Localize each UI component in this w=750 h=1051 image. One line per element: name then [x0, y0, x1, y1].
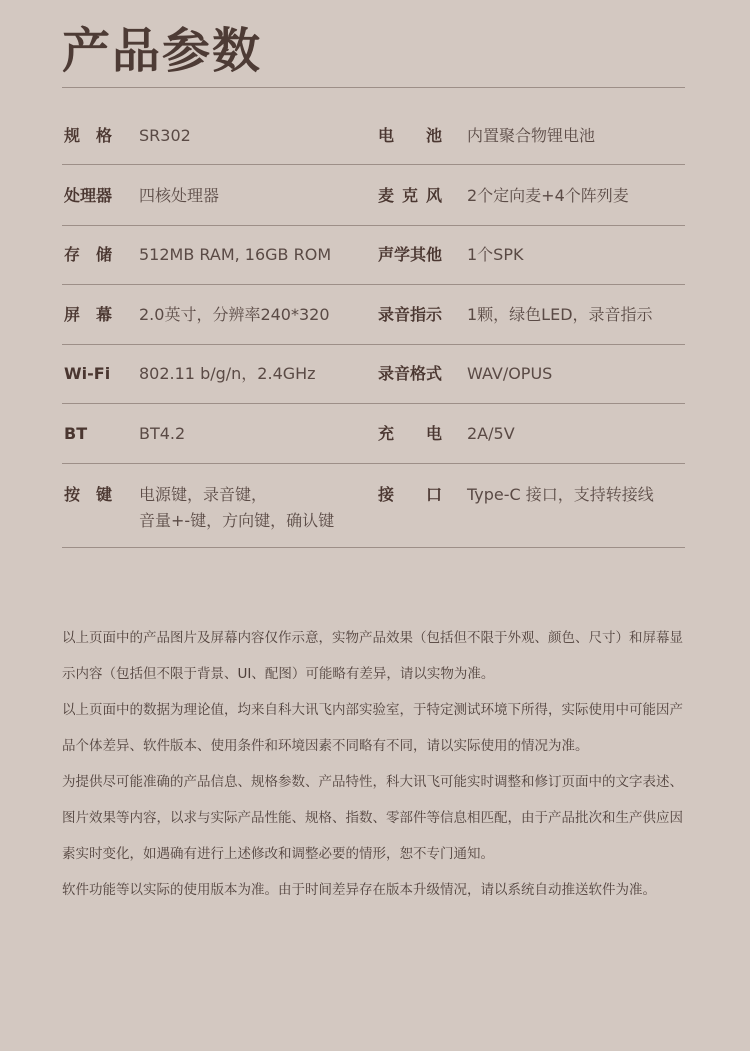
- spec-label-text: BT: [64, 424, 88, 443]
- spec-label: [378, 302, 442, 328]
- spec-label: [378, 482, 442, 508]
- spec-label-char: 接: [378, 485, 395, 504]
- spec-value: 1个SPK: [467, 245, 524, 264]
- spec-label-char: 电: [425, 424, 442, 443]
- spec-label-char: 存: [64, 245, 81, 264]
- spec-label-text: 声学其他: [378, 245, 443, 264]
- spec-row: [62, 345, 685, 404]
- spec-label-char: 按: [64, 485, 81, 504]
- spec-label-char: 储: [95, 245, 112, 264]
- spec-label-char: 风: [425, 186, 442, 205]
- spec-value: SR302: [139, 126, 191, 145]
- disclaimer-paragraph: 为提供尽可能准确的产品信息、规格参数、产品特性，科大讯飞可能实时调整和修订页面中的文字表述、图片效果等内容，以求与实际产品性能、规格、指数、零部件等信息相匹配，由于产品批次和生产供应因素实时变化，如遇确有进行上述修改和调整必要的情形，恕不专门通知。: [62, 774, 683, 862]
- spec-label-char: 麦: [378, 186, 395, 205]
- spec-label-char: 电: [378, 126, 395, 145]
- disclaimer-paragraph: 以上页面中的数据为理论值，均来自科大讯飞内部实验室，于特定测试环境下所得，实际使用中可能因产品个体差异、软件版本、使用条件和环境因素不同略有不同，请以实际使用的情况为准。: [62, 702, 683, 754]
- spec-label: [378, 183, 442, 209]
- disclaimer-paragraph: 软件功能等以实际的使用版本为准。由于时间差异存在版本升级情况，请以系统自动推送软件为准。: [62, 882, 656, 898]
- spec-label: [378, 361, 442, 387]
- spec-value: 2个定向麦+4个阵列麦: [467, 186, 629, 205]
- spec-value: 四核处理器: [139, 186, 220, 205]
- spec-label-char: 充: [378, 424, 395, 443]
- spec-label-char: 屏: [64, 305, 81, 324]
- spec-row: [62, 165, 685, 226]
- spec-label-char: 池: [425, 126, 442, 145]
- spec-value: 内置聚合物锂电池: [467, 126, 596, 145]
- spec-label: [64, 421, 112, 447]
- spec-label: [64, 242, 112, 268]
- spec-label: [378, 123, 442, 149]
- spec-label-text: Wi-Fi: [64, 364, 111, 383]
- spec-label: [64, 183, 112, 209]
- spec-label-char: 格: [95, 126, 112, 145]
- spec-row: [62, 226, 685, 285]
- spec-label-char: 克: [401, 186, 418, 205]
- disclaimer-paragraph: 以上页面中的产品图片及屏幕内容仅作示意，实物产品效果（包括但不限于外观、颜色、尺寸）和屏幕显示内容（包括但不限于背景、UI、配图）可能略有差异，请以实物为准。: [62, 630, 683, 682]
- spec-row: [62, 88, 685, 165]
- spec-label: [378, 421, 442, 447]
- spec-label: [64, 302, 112, 328]
- spec-value: 2A/5V: [467, 424, 515, 443]
- spec-label-text: 录音指示: [378, 305, 443, 324]
- spec-value: WAV/OPUS: [467, 364, 553, 383]
- spec-label-text: 处理器: [64, 186, 113, 205]
- spec-value: 512MB RAM, 16GB ROM: [139, 245, 332, 264]
- disclaimer-notes: [62, 620, 688, 908]
- spec-label: [64, 482, 112, 508]
- spec-label-char: 键: [95, 485, 112, 504]
- spec-row: [62, 285, 685, 345]
- spec-value: BT4.2: [139, 424, 186, 443]
- page-title: 产品参数: [62, 23, 263, 79]
- spec-label: [64, 123, 112, 149]
- spec-row: [62, 464, 685, 548]
- spec-table: [62, 88, 685, 548]
- spec-value: 电源键，录音键， 音量+-键，方向键，确认键: [139, 485, 335, 530]
- spec-label-text: 录音格式: [378, 364, 443, 383]
- spec-page: [62, 0, 685, 898]
- spec-label-char: 幕: [95, 305, 112, 324]
- spec-label-char: 规: [64, 126, 81, 145]
- spec-row: [62, 404, 685, 464]
- spec-label: [378, 242, 442, 268]
- spec-value: 802.11 b/g/n，2.4GHz: [139, 364, 316, 383]
- spec-value: 1颗，绿色LED，录音指示: [467, 305, 653, 324]
- spec-label-char: 口: [425, 485, 442, 504]
- spec-value: 2.0英寸，分辨率240*320: [139, 305, 330, 324]
- spec-label: [64, 361, 112, 387]
- spec-value: Type-C 接口，支持转接线: [467, 485, 654, 504]
